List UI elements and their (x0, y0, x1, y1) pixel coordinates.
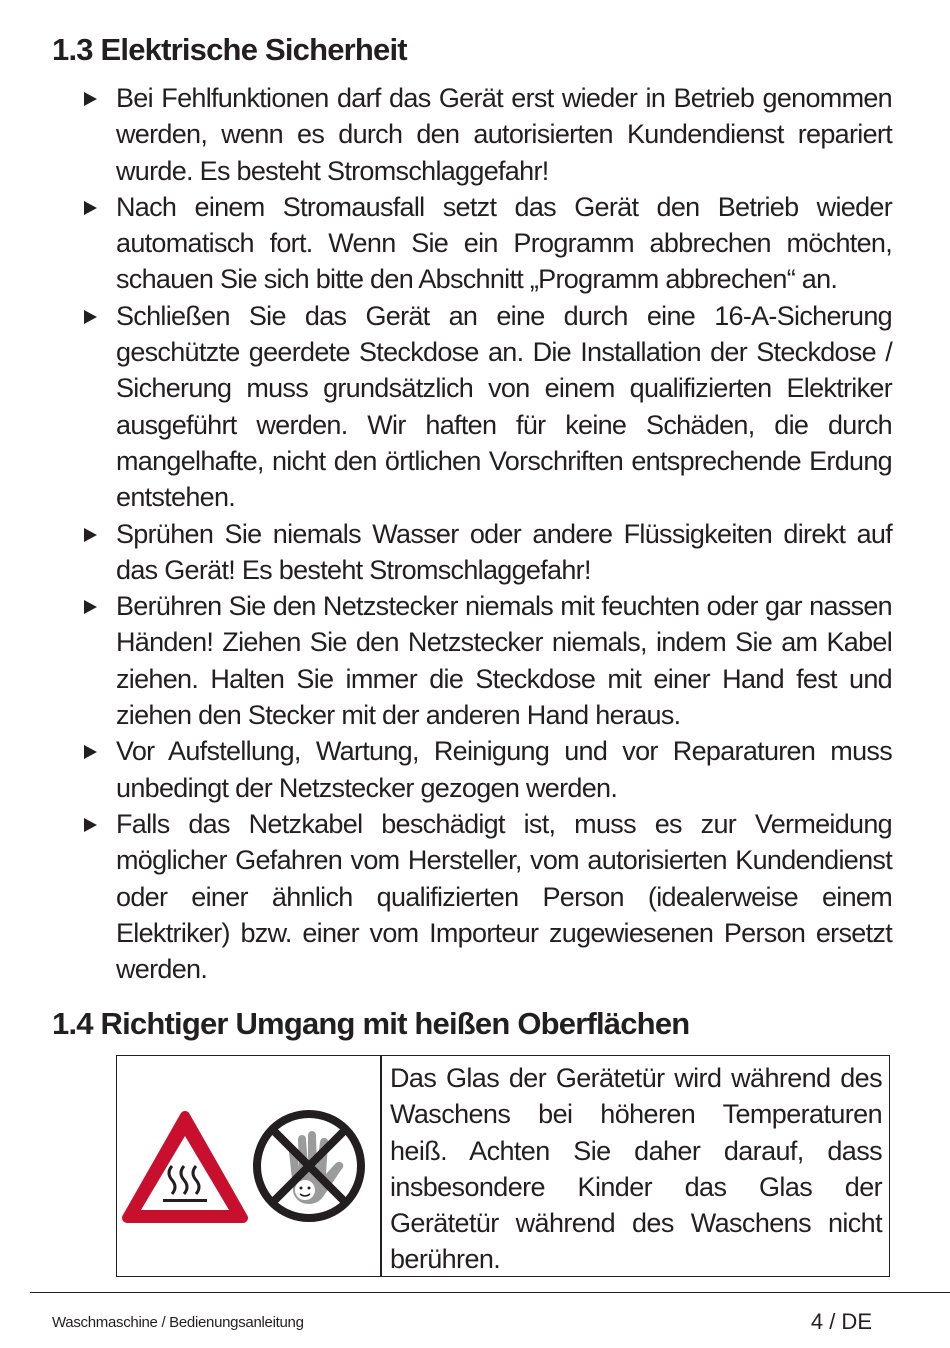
bullet-icon (84, 818, 97, 832)
list-item-text: Sprühen Sie niemals Wasser oder andere Flüssigkeiten direkt auf das Gerät! Es besteht Stromschlaggefahr! (116, 518, 892, 585)
bullet-icon (84, 201, 97, 215)
footer-title: Waschmaschine / Bedienungsanleitung (52, 1314, 304, 1331)
list-item-text: Bei Fehlfunktionen darf das Gerät erst wieder in Betrieb genommen werden, wenn es durch den autorisierten Kundendienst repariert wurde. Es besteht Stromschlaggefahr! (116, 83, 892, 186)
warning-icons (117, 1056, 380, 1276)
list-item (84, 80, 892, 189)
box-divider (380, 1056, 382, 1276)
page-number: 4 / DE (810, 1309, 872, 1334)
list-item (84, 806, 892, 987)
list-item (84, 733, 892, 806)
list-item-text: Nach einem Stromausfall setzt das Gerät den Betrieb wieder automatisch fort. Wenn Sie ein Programm abbrechen möchten, schauen Sie sich bitte den Abschnitt „Programm abbrechen“ an. (116, 191, 892, 295)
list-item-text: Schließen Sie das Gerät an eine durch eine 16-A-Sicherung geschützte geerdete Steckdose an. Die Installation der Steckdose / Sicherung muss grundsätzlich von einem qualifizierten Elektriker ausgeführt werden. Wir haften für keine Schäden, die durch mangelhafte, nicht den örtlichen Vorschriften entsprechende Erdung entstehen. (116, 300, 892, 513)
section-heading-1-4: 1.4 Richtiger Umgang mit heißen Oberflächen (52, 1006, 690, 1041)
bullet-icon (84, 745, 97, 759)
bullet-icon (84, 528, 97, 542)
footer-divider (30, 1292, 950, 1293)
bullet-icon (84, 600, 97, 614)
list-item-text: Vor Aufstellung, Wartung, Reinigung und vor Reparaturen muss unbedingt der Netzstecker gezogen werden. (116, 736, 892, 803)
list-item (84, 588, 892, 733)
bullet-icon (84, 92, 97, 106)
bullet-icon (84, 310, 97, 324)
safety-list (84, 80, 892, 987)
do-not-touch-icon (249, 1106, 369, 1226)
list-item-text: Falls das Netzkabel beschädigt ist, muss es zur Vermeidung möglicher Gefahren vom Hersteller, vom autorisierten Kundendienst oder einer ähnlich qualifizierten Person (idealerweise einem Elektriker) bzw. einer vom Importeur zugewiesenen Person ersetzt werden. (116, 808, 892, 985)
section-heading-1-3: 1.3 Elektrische Sicherheit (52, 32, 407, 67)
hot-surface-warning-box (116, 1055, 890, 1277)
list-item (84, 298, 892, 516)
hot-surface-text: Das Glas der Gerätetür wird während des Waschens bei höheren Temperaturen heiß. Achten Sie daher darauf, dass insbesondere Kinder das Glas der Gerätetür während des Waschens nicht berühren. (390, 1063, 882, 1275)
list-item (84, 516, 892, 589)
list-item (84, 189, 892, 298)
list-item-text: Berühren Sie den Netzstecker niemals mit feuchten oder gar nassen Händen! Ziehen Sie den Netzstecker niemals, indem Sie am Kabel ziehen. Halten Sie immer die Steckdose mit einer Hand fest und ziehen den Stecker mit der anderen Hand heraus. (116, 591, 892, 731)
